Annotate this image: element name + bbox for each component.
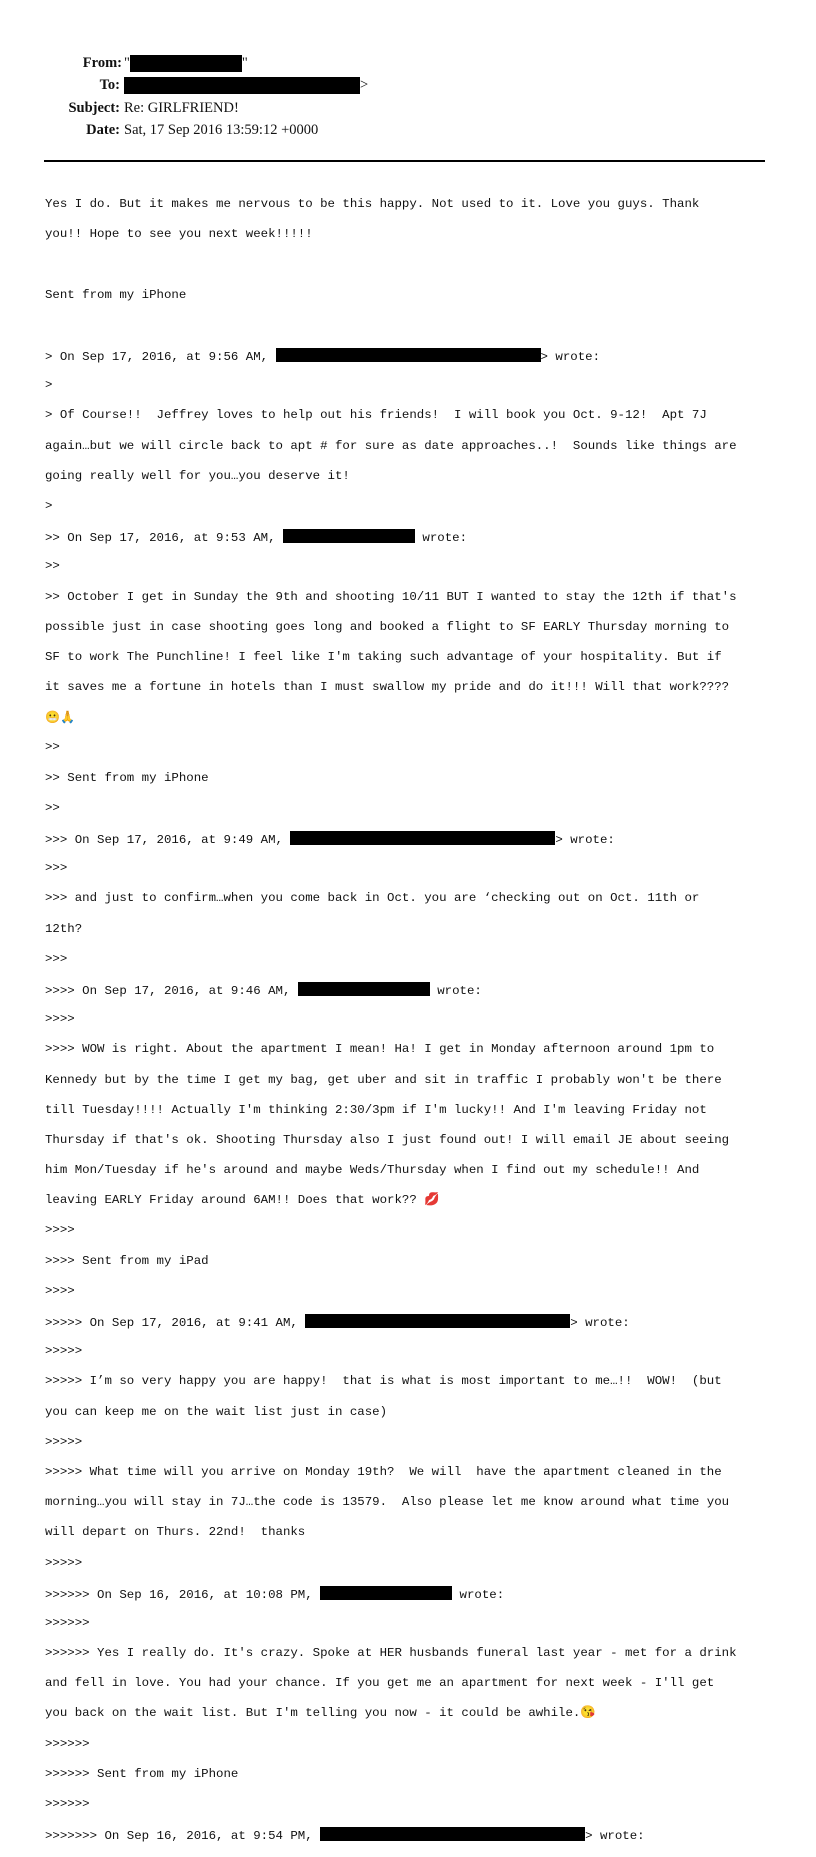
body-line: SF to work The Punchline! I feel like I'm taking such advantage of your hospitality. But if bbox=[45, 649, 722, 664]
body-line: >>>>>> bbox=[45, 1615, 90, 1630]
emoji-line: 😬🙏 bbox=[45, 710, 75, 725]
header-divider bbox=[44, 160, 765, 162]
body-line: going really well for you…you deserve it! bbox=[45, 468, 350, 483]
body-line: it saves me a fortune in hotels than I must swallow my pride and do it!!! Will that work???? bbox=[45, 680, 730, 695]
quote-header-line bbox=[45, 1827, 737, 1842]
body-line: >>>> Sent from my iPad bbox=[45, 1253, 209, 1268]
quote-header-text: >>>>>>> On Sep 16, 2016, at 9:54 PM, bbox=[45, 1829, 321, 1844]
redaction-bar bbox=[124, 77, 360, 94]
quote-header-text: > On Sep 17, 2016, at 9:56 AM, bbox=[45, 350, 276, 365]
body-line: >>>>>> bbox=[45, 1797, 90, 1812]
from-value bbox=[124, 54, 248, 72]
redaction-bar bbox=[130, 55, 242, 72]
body-line: > bbox=[45, 378, 53, 393]
body-line: till Tuesday!!!! Actually I'm thinking 2:30/3pm if I'm lucky!! And I'm leaving Friday not bbox=[45, 1102, 707, 1117]
body-line: and fell in love. You had your chance. If you get me an apartment for next week - I'll get bbox=[45, 1676, 715, 1691]
quote-header-suffix: > wrote: bbox=[570, 1316, 630, 1331]
body-line: you can keep me on the wait list just in case) bbox=[45, 1404, 388, 1419]
body-line: again…but we will circle back to apt # for sure as date approaches..! Sounds like things are bbox=[45, 438, 737, 453]
blank-line bbox=[45, 257, 737, 272]
quote-header-text: >>> On Sep 17, 2016, at 9:49 AM, bbox=[45, 833, 291, 848]
subject-label: Subject: bbox=[68, 100, 120, 116]
body-line: will depart on Thurs. 22nd! thanks bbox=[45, 1525, 306, 1540]
to-label: To: bbox=[99, 77, 120, 93]
body-line: >>> bbox=[45, 861, 68, 876]
body-line: > bbox=[45, 498, 53, 513]
subject-value: Re: GIRLFRIEND! bbox=[124, 100, 239, 116]
body-line: 12th? bbox=[45, 921, 83, 936]
body-line: > Of Course!! Jeffrey loves to help out his friends! I will book you Oct. 9-12! Apt 7J bbox=[45, 408, 707, 423]
body-line: >>>> bbox=[45, 1283, 75, 1298]
to-suffix: > bbox=[360, 77, 369, 93]
body-line: >>>> bbox=[45, 1223, 75, 1238]
body-line: >>>> bbox=[45, 1012, 75, 1027]
body-line: >>> bbox=[45, 951, 68, 966]
quote-header-suffix: wrote: bbox=[429, 983, 482, 998]
redaction-bar bbox=[320, 1827, 585, 1841]
quote-header-line bbox=[45, 348, 737, 363]
body-line: possible just in case shooting goes long and booked a flight to SF EARLY Thursday morning to bbox=[45, 619, 730, 634]
body-line: >> bbox=[45, 559, 60, 574]
redaction-bar bbox=[320, 1586, 452, 1600]
quote-header-text: >>>>> On Sep 17, 2016, at 9:41 AM, bbox=[45, 1316, 306, 1331]
body-line: >>>>> bbox=[45, 1555, 83, 1570]
body-line: Sent from my iPhone bbox=[45, 287, 187, 302]
quote-header-suffix: > wrote: bbox=[585, 1829, 645, 1844]
quote-header-suffix: wrote: bbox=[452, 1587, 505, 1602]
message-body bbox=[45, 182, 737, 1857]
date-label: Date: bbox=[86, 122, 120, 138]
body-line: >>> and just to confirm…when you come back in Oct. you are ‘checking out on Oct. 11th or bbox=[45, 891, 700, 906]
body-line: morning…you will stay in 7J…the code is 13579. Also please let me know around what time you bbox=[45, 1495, 730, 1510]
to-value bbox=[124, 76, 368, 94]
body-line: >>>> WOW is right. About the apartment I mean! Ha! I get in Monday afternoon around 1pm to bbox=[45, 1042, 715, 1057]
quote-header-line bbox=[45, 529, 737, 544]
from-quote-close: " bbox=[241, 55, 248, 71]
body-line: >>>>>> Yes I really do. It's crazy. Spoke at HER husbands funeral last year - met for a drink bbox=[45, 1646, 737, 1661]
blank-line bbox=[45, 318, 737, 333]
body-line: Kennedy but by the time I get my bag, get uber and sit in traffic I probably won't be there bbox=[45, 1072, 722, 1087]
body-line: Yes I do. But it makes me nervous to be this happy. Not used to it. Love you guys. Thank bbox=[45, 197, 700, 212]
quote-header-suffix: > wrote: bbox=[555, 833, 615, 848]
redaction-bar bbox=[290, 831, 555, 845]
body-line: >>>>> What time will you arrive on Monday 19th? We will have the apartment cleaned in the bbox=[45, 1464, 722, 1479]
quote-header-suffix: wrote: bbox=[414, 531, 468, 546]
quote-header-suffix: > wrote: bbox=[540, 350, 601, 365]
quote-header-text: >> On Sep 17, 2016, at 9:53 AM, bbox=[45, 531, 283, 546]
quote-header-text: >>>> On Sep 17, 2016, at 9:46 AM, bbox=[45, 983, 298, 998]
body-line: >>>>> I’m so very happy you are happy! that is what is most important to me…!! WOW! (but bbox=[45, 1374, 722, 1389]
from-label: From: bbox=[82, 55, 122, 71]
body-line: >> bbox=[45, 740, 60, 755]
body-line: you back on the wait list. But I'm telling you now - it could be awhile.😘 bbox=[45, 1706, 596, 1721]
body-line: >>>>>> bbox=[45, 1736, 90, 1751]
from-quote-open: " bbox=[124, 55, 130, 71]
from-row bbox=[0, 54, 816, 72]
quote-header-text: >>>>>> On Sep 16, 2016, at 10:08 PM, bbox=[45, 1587, 321, 1602]
redaction-bar bbox=[305, 1314, 570, 1328]
body-line: >> bbox=[45, 800, 60, 815]
body-line: >>>>> bbox=[45, 1344, 83, 1359]
quote-header-line bbox=[45, 982, 737, 997]
quote-header-line bbox=[45, 831, 737, 846]
redaction-bar bbox=[283, 529, 415, 543]
body-line: leaving EARLY Friday around 6AM!! Does that work?? 💋 bbox=[45, 1193, 440, 1208]
redaction-bar bbox=[298, 982, 430, 996]
to-row bbox=[0, 76, 816, 94]
body-line: you!! Hope to see you next week!!!!! bbox=[45, 227, 313, 242]
body-line: >> October I get in Sunday the 9th and shooting 10/11 BUT I wanted to stay the 12th if that's bbox=[45, 589, 737, 604]
quote-header-line bbox=[45, 1314, 737, 1329]
date-row bbox=[0, 121, 816, 139]
body-line: >>>>> bbox=[45, 1434, 83, 1449]
body-line: >> Sent from my iPhone bbox=[45, 770, 209, 785]
date-value: Sat, 17 Sep 2016 13:59:12 +0000 bbox=[124, 122, 319, 138]
body-line: Thursday if that's ok. Shooting Thursday also I just found out! I will email JE about seeing bbox=[45, 1132, 730, 1147]
subject-row bbox=[0, 99, 816, 117]
body-line: >>>>>> Sent from my iPhone bbox=[45, 1766, 239, 1781]
redaction-bar bbox=[276, 348, 541, 362]
body-line: him Mon/Tuesday if he's around and maybe Weds/Thursday when I find out my schedule!! And bbox=[45, 1163, 700, 1178]
quote-header-line bbox=[45, 1586, 737, 1601]
